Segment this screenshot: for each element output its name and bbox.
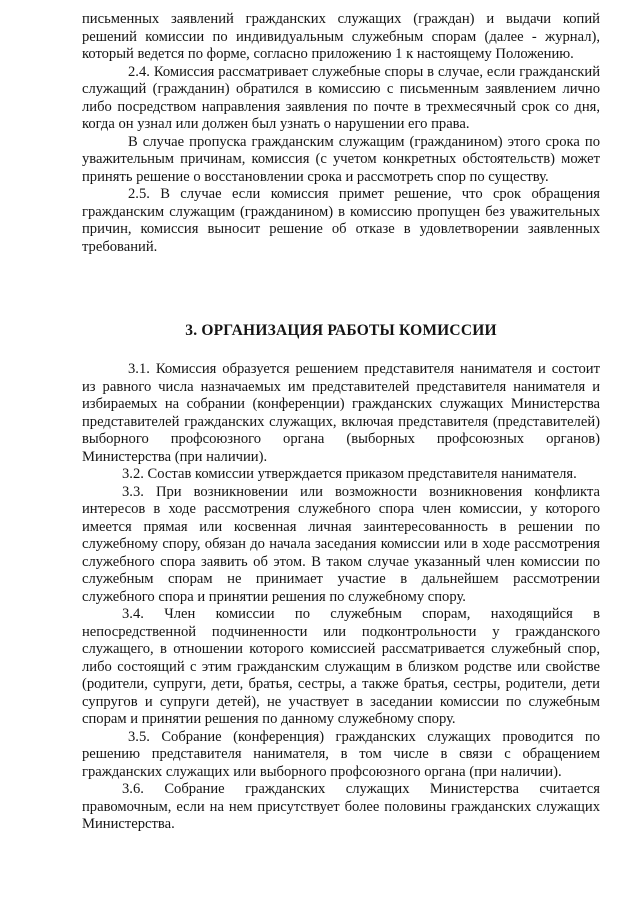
section-2-continuation (82, 11, 600, 256)
paragraph-3-2: 3.2. Состав комиссии утверждается приказом представителя нанимателя. (122, 466, 577, 482)
section-3-body (82, 361, 600, 834)
paragraph-missed-deadline: В случае пропуска гражданским служащим (гражданином) этого срока по уважительным причинам, комиссия (с учетом конкретных обстоятельств) может принять решение о восстановлении срока и рассмотреть спор по существу. (82, 133, 600, 185)
paragraph-3-6: 3.6. Собрание гражданских служащих Министерства считается правомочным, если на нем присутствует более половины гражданских служащих Министерства. (82, 781, 600, 832)
paragraph-3-3: 3.3. При возникновении или возможности возникновения конфликта интересов в ходе рассмотрения служебного спора член комиссии, у которого имеется прямая или косвенная личная заинтересованность в решении по служебному спору, обязан до начала заседания комиссии или в ходе рассмотрения служебного спора заявить об этом. В таком случае указанный член комиссии по служебным спорам не принимает участие в дальнейшем рассмотрении служебного спора и принятии решения по служебному спору. (82, 483, 600, 605)
paragraph-journal-continuation: письменных заявлений гражданских служащих (граждан) и выдачи копий решений комиссии по индивидуальным служебным спорам (далее - журнал), который ведется по форме, согласно приложению 1 к настоящему Положению. (82, 11, 600, 62)
section-3-heading: 3. ОРГАНИЗАЦИЯ РАБОТЫ КОМИССИИ (185, 322, 497, 339)
paragraph-3-5: 3.5. Собрание (конференция) гражданских служащих проводится по решению представителя нанимателя, в том числе в связи с обращением гражданских служащих или выборного профсоюзного органа (при наличии). (82, 728, 600, 780)
paragraph-3-4: 3.4. Член комиссии по служебным спорам, находящийся в непосредственной подчиненности или подконтрольности у гражданского служащего, в отношении которого комиссией рассматривается служебный спор, либо состоящий с этим гражданским служащим в близком родстве или свойстве (родители, супруги, дети, братья, сестры, а также братья, сестры, родители, дети супругов и супруги детей), не участвует в заседании комиссии по служебным спорам и принятии решения по данному служебному спору. (82, 606, 600, 727)
paragraph-2-4: 2.4. Комиссия рассматривает служебные споры в случае, если гражданский служащий (гражданин) обратился в комиссию с письменным заявлением лично либо посредством направления заявления по почте в трехмесячный срок со дня, когда он узнал или должен был узнать о нарушении его права. (82, 63, 600, 132)
paragraph-2-5: 2.5. В случае если комиссия примет решение, что срок обращения гражданским служащим (гражданином) в комиссию пропущен без уважительных причин, комиссия выносит решение об отказе в удовлетворении заявленных требований. (82, 186, 600, 255)
paragraph-3-1: 3.1. Комиссия образуется решением представителя нанимателя и состоит из равного числа назначаемых им представителей представителя нанимателя и избираемых на собрании (конференции) гражданских служащих Министерства представителей гражданских служащих, включая представителя (представителей) выборного профсоюзного органа (выборных профсоюзных органов) Министерства (при наличии). (82, 361, 600, 465)
